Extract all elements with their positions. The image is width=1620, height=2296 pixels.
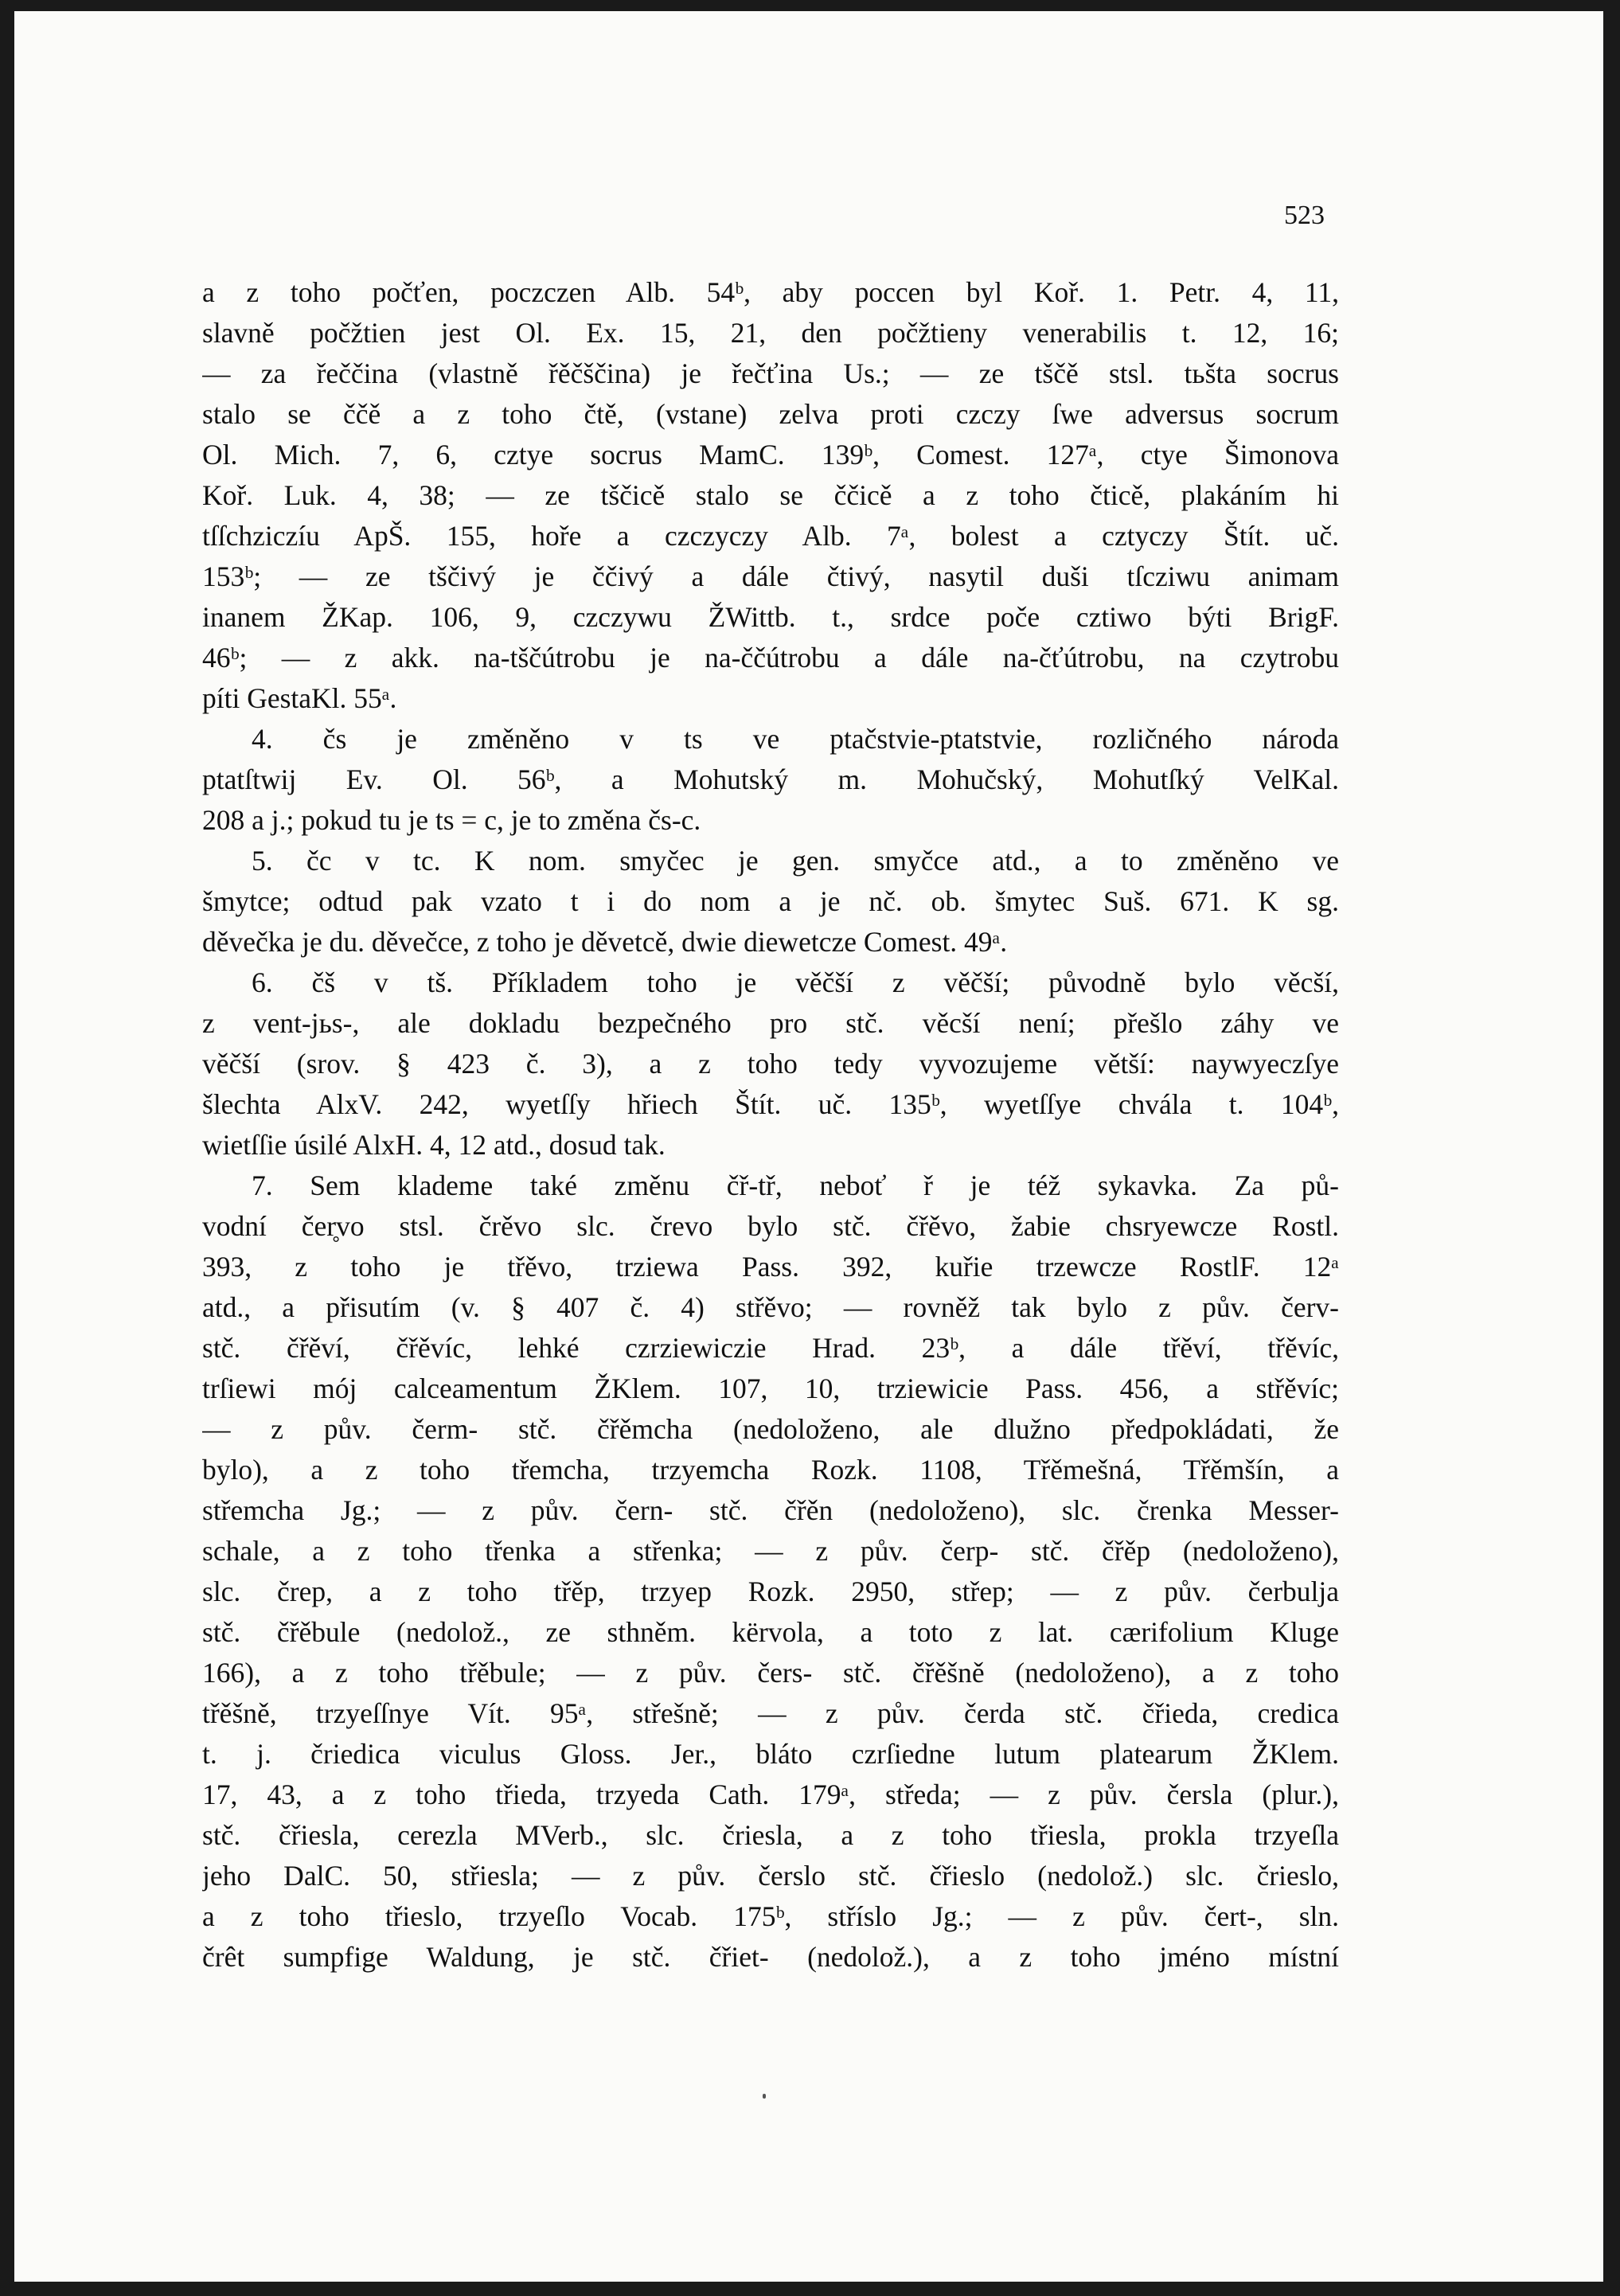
text-line: stč. čřěbule (nedolož., ze sthněm. kërvola, a toto z lat. cærifolium Kluge: [202, 1616, 1339, 1648]
text-line: 5. čc v tc. K nom. smyčec je gen. smyčce atd., a to změněno ve: [252, 845, 1339, 877]
text-line: 6. čš v tš. Příkladem toho je věčší z věčší; původně bylo věcší,: [252, 966, 1339, 998]
text-line: 7. Sem klademe také změnu čř-tř, neboť ř je též sykavka. Za pů-: [252, 1169, 1339, 1201]
text-line: jeho DalC. 50, střiesla; — z pův. čerslo stč. čřieslo (nedolož.) slc. črieslo,: [202, 1860, 1339, 1892]
text-line: 153ᵇ; — ze tščivý je ččivý a dále čtivý, nasytil duši tſcziwu animam: [202, 560, 1339, 592]
page-number: 523: [1284, 201, 1325, 230]
text-line: 17, 43, a z toho třieda, trzyeda Cath. 179ᵃ, středa; — z pův. čersla (plur.),: [202, 1779, 1339, 1810]
text-line: trſiewi mój calceamentum ŽKlem. 107, 10, trziewicie Pass. 456, a střěvíc;: [202, 1373, 1339, 1404]
text-line: a z toho třieslo, trzyeſlo Vocab. 175ᵇ, stříslo Jg.; — z pův. čert-, sln.: [202, 1900, 1339, 1932]
text-line: a z toho počťen, poczczen Alb. 54ᵇ, aby poccen byl Koř. 1. Petr. 4, 11,: [202, 276, 1339, 308]
book-page: [14, 11, 1603, 2282]
ink-speck: [763, 2094, 766, 2099]
text-line: schale, a z toho třenka a střenka; — z pův. čerp- stč. čřěp (nedoloženo),: [202, 1535, 1339, 1567]
text-line: atd., a přisutím (v. § 407 č. 4) střěvo; — rovněž tak bylo z pův. červ-: [202, 1291, 1339, 1323]
text-line: Ol. Mich. 7, 6, cztye socrus MamC. 139ᵇ, Comest. 127ᵃ, ctye Šimonova: [202, 439, 1339, 471]
text-line: 393, z toho je třěvo, trziewa Pass. 392, kuřie trzewcze RostlF. 12ᵃ: [202, 1251, 1339, 1283]
text-line: t. j. čriedica viculus Gloss. Jer., bláto czrſiedne lutum platearum ŽKlem.: [202, 1738, 1339, 1770]
text-line: šmytce; odtud pak vzato t i do nom a je nč. ob. šmytec Suš. 671. K sg.: [202, 885, 1339, 917]
text-line: 4. čs je změněno v ts ve ptačstvie-ptatstvie, rozličného národa: [252, 723, 1339, 755]
text-line: z vent-jьs-, ale dokladu bezpečného pro stč. věcší není; přešlo záhy ve: [202, 1007, 1339, 1039]
text-line: děvečka je du. děvečce, z toho je děvetcě, dwie diewetcze Comest. 49ᵃ.: [202, 926, 1008, 958]
text-line: 166), a z toho třěbule; — z pův. čers- stč. čřěšně (nedoloženo), a z toho: [202, 1657, 1339, 1689]
text-line: střemcha Jg.; — z pův. čern- stč. čřěn (nedoloženo), slc. črenka Messer-: [202, 1494, 1339, 1526]
body-text: [202, 272, 1339, 1978]
text-line: Koř. Luk. 4, 38; — ze tščicě stalo se ččicě a z toho čticě, plakáním hi: [202, 479, 1339, 511]
text-line: šlechta AlxV. 242, wyetſſy hřiech Štít. uč. 135ᵇ, wyetſſye chvála t. 104ᵇ,: [202, 1088, 1339, 1120]
text-line: slavně počžtien jest Ol. Ex. 15, 21, den počžtieny venerabilis t. 12, 16;: [202, 317, 1339, 349]
text-line: stalo se ččě a z toho čtě, (vstane) zelva proti czczy ſwe adversus socrum: [202, 398, 1339, 430]
text-line: píti GestaKl. 55ᵃ.: [202, 682, 397, 714]
text-line: vodní čer̥vo stsl. črěvo slc. črevo bylo stč. čřěvo, žabie chsryewcze Rostl.: [202, 1210, 1339, 1242]
text-line: třěšně, trzyeſſnye Vít. 95ᵃ, střešně; — z pův. čerda stč. čřieda, credica: [202, 1697, 1339, 1729]
text-line: črêt sumpfige Waldung, je stč. čřiet- (nedolož.), a z toho jméno místní: [202, 1941, 1339, 1973]
text-line: — za řeččina (vlastně řěčščina) je řečťina Us.; — ze tščě stsl. tьšta socrus: [202, 357, 1339, 389]
text-line: slc. črep, a z toho třěp, trzyep Rozk. 2950, střep; — z pův. čerbulja: [202, 1576, 1339, 1607]
text-line: bylo), a z toho třemcha, trzyemcha Rozk. 1108, Třěmešná, Třěmšín, a: [202, 1454, 1339, 1486]
text-line: — z pův. čerm- stč. čřěmcha (nedoloženo, ale dlužno předpokládati, že: [202, 1413, 1339, 1445]
text-line: stč. čřěví, čřěvíc, lehké czrziewiczie Hrad. 23ᵇ, a dále třěví, třěvíc,: [202, 1332, 1339, 1364]
text-line: věčší (srov. § 423 č. 3), a z toho tedy vyvozujeme větší: naywyeczſye: [202, 1048, 1339, 1080]
text-line: stč. čřiesla, cerezla MVerb., slc. čriesla, a z toho třiesla, prokla trzyeſla: [202, 1819, 1339, 1851]
text-line: inanem ŽKap. 106, 9, czczywu ŽWittb. t., srdce poče cztiwo býti BrigF.: [202, 601, 1339, 633]
text-line: wietſſie úsilé AlxH. 4, 12 atd., dosud tak.: [202, 1129, 666, 1161]
text-line: 208 a j.; pokud tu je ts = c, je to změna čs-c.: [202, 804, 701, 836]
text-line: ptatſtwij Ev. Ol. 56ᵇ, a Mohutský m. Mohučský, Mohutſký VelKal.: [202, 763, 1339, 795]
text-line: tſſchziczíu ApŠ. 155, hoře a czczyczy Alb. 7ᵃ, bolest a cztyczy Štít. uč.: [202, 520, 1339, 552]
text-line: 46ᵇ; — z akk. na-tščútrobu je na-ččútrobu a dále na-čťútrobu, na czytrobu: [202, 642, 1339, 674]
